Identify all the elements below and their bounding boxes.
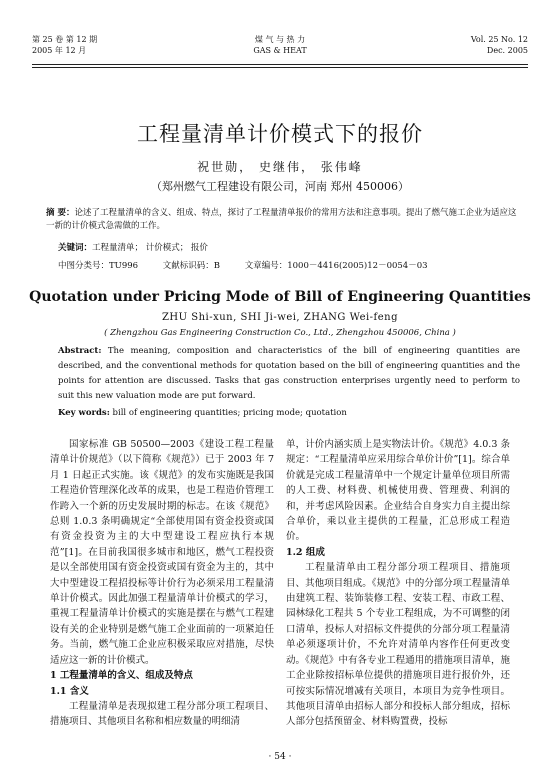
body-paragraph: 单，计价内涵实质上是实物法计价。《规范》4.0.3 条规定：“工程量清单应采用综合单价计价”[1]。综合单价就是完成工程量清单中一个规定计量单位项目所需的人工费、材料费、机械使用费、管理费、利润的和，并考虑风险因素。企业结合自身实力自主提出综合单价，乘以业主提供的工程量，汇总形成工程造价。 [286, 439, 510, 543]
keywords-label: 关键词： [58, 243, 93, 253]
paper-authors: 祝世勋， 史继伟， 张伟峰 [197, 160, 363, 174]
header-rule [32, 64, 528, 65]
paper-authors-en: ZHU Shi-xun, SHI Ji-wei, ZHANG Wei-feng [161, 312, 399, 323]
article-number: 文章编号：1000－4416(2005)12－0054－03 [244, 261, 428, 271]
body-column-left [50, 437, 274, 730]
paper-affiliation-en: ( Zhengzhou Gas Engineering Construction Co., Ltd., Zhengzhou 450006, China ) [104, 328, 456, 338]
keywords-en [58, 408, 520, 418]
abstract-en [58, 344, 520, 404]
section-heading: 1 工程量清单的含义、组成及特点 [50, 670, 193, 682]
body-paragraph: 工程量清单是表现拟建工程分部分项工程项目、措施项目、其他项目名称和相应数量的明细清 [50, 700, 274, 728]
class-number: 中图分类号：TU996 [58, 261, 139, 271]
subsection-heading: 1.1 含义 [50, 685, 89, 697]
paper-affiliation: （郑州燃气工程建设有限公司，河南 郑州 450006） [151, 180, 409, 193]
abstract-cn [46, 207, 522, 233]
abstract-text: 论述了工程量清单的含义、组成、特点，探讨了工程量清单报价的常用方法和注意事项。提出了燃气施工企业为适应这一新的计价模式急需做的工作。 [46, 208, 517, 231]
paper-title: 工程量清单计价模式下的报价 [137, 122, 423, 146]
running-header [32, 34, 528, 62]
journal-name: 煤 气 与 热 力 GAS & HEAT [253, 35, 307, 55]
header-rule-thin [32, 67, 528, 68]
body-paragraph: 工程量清单由工程分部分项工程项目、措施项目、其他项目组成。《规范》中的分部分项工程量清单由建筑工程、装饰装修工程、安装工程、市政工程、园林绿化工程共 5 个专业工程组成，为不可调整的闭口清单，投标人对招标文件提供的分部分项工程量清单必须逐项计价，不允许对清单内容作任何更改变动。《规范》中有各专业工程通用的措施项目清单，施工企业除按招标单位提供的措施项目进行报价外，还可按实际情况增减有关项目，本项目为竞争性项目。其他项目清单由招标人部分和投标人部分组成，招标人部分包括预留金、材料购置费，投标 [286, 562, 510, 728]
keywords-en-text: bill of engineering quantities; pricing mode; quotation [112, 408, 347, 418]
document-code: 文献标识码：B [162, 261, 221, 271]
journal-volume: 第 25 卷 第 12 期 2005 年 12 月 [32, 35, 98, 55]
keywords-en-label: Key words: [58, 408, 110, 418]
journal-volume-en: Vol. 25 No. 12 Dec. 2005 [470, 35, 528, 55]
body-paragraph: 国家标准 GB 50500—2003《建设工程工程量清单计价规范》（以下简称《规范》）已于 2003 年 7 月 1 日起正式实施。该《规范》的发布实施既是我国工程造价管理深化改革的成果，也是工程造价管理工作跨入一个新的历史发展时期的标志。在该《规范》总则 1.0.3 条明确规定“全部使用国有资金投资或国有资金投资为主的大中型建设工程应执行本规范”[1]。在目前我国很多城市和地区，燃气工程投资是以全部使用国有资金投资或国有资金为主的，其中大中型建设工程招投标等计价行为必须采用工程量清单计价模式。因此加强工程量清单计价模式的学习，重视工程量清单计价模式的实施是摆在与燃气工程建设有关的企业特别是燃气施工企业面前的一项紧迫任务。当前，燃气施工企业应积极采取应对措施，尽快适应这一新的计价模式。 [50, 439, 274, 666]
abstract-label: 摘 要： [46, 208, 75, 218]
body-column-right [286, 437, 510, 730]
abstract-en-label: Abstract: [58, 346, 102, 356]
keywords-text: 工程量清单； 计价模式； 报价 [92, 243, 208, 253]
keywords-cn [58, 241, 208, 253]
classification-line [58, 259, 520, 271]
abstract-en-text: The meaning, composition and characteristics of the bill of engineering quantities are described, and the conventional methods for quotation based on the bill of engineering quantities and the points for attention are discussed. Tasks that gas construction enterprises urgently need to perform to suit this new valuation mode are put forward. [58, 346, 520, 401]
subsection-heading: 1.2 组成 [286, 546, 325, 558]
paper-title-en: Quotation under Pricing Mode of Bill of Engineering Quantities [29, 289, 531, 305]
page-number: · 54 · [268, 752, 292, 762]
